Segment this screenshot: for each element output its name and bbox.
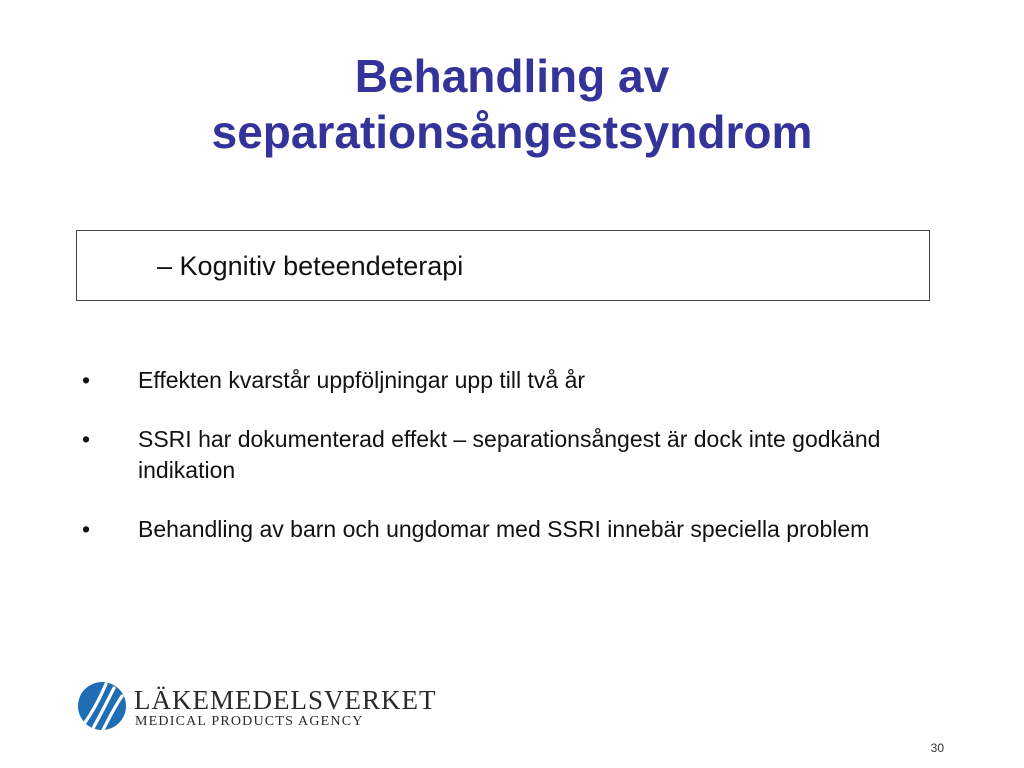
bullet-marker: • (82, 516, 91, 542)
title-line-1: Behandling av (354, 50, 670, 102)
page-number: 30 (930, 741, 944, 755)
sub-item-text: Kognitiv beteendeterapi (179, 251, 464, 281)
slide-title (0, 48, 1024, 160)
agency-logo (76, 680, 436, 734)
bullet-item (76, 424, 956, 486)
logo-name: LÄKEMEDELSVERKET (134, 685, 437, 715)
title-line-2: separationsångestsyndrom (211, 106, 813, 158)
lakemedelsverket-logo-icon (76, 680, 128, 732)
highlight-box (76, 230, 930, 301)
bullet-item (76, 365, 956, 396)
bullet-marker: • (82, 367, 91, 393)
bullet-text: Behandling av barn och ungdomar med SSRI innebär speciella problem (138, 516, 870, 542)
logo-subtitle: MEDICAL PRODUCTS AGENCY (135, 714, 364, 729)
bullet-item (76, 514, 956, 545)
bullet-text: SSRI har dokumenterad effekt – separationsångest är dock inte godkänd indikation (138, 426, 881, 483)
bullet-text: Effekten kvarstår uppföljningar upp till två år (138, 367, 586, 393)
sub-item (157, 251, 463, 282)
sub-item-dash: – (157, 251, 173, 281)
bullet-marker: • (82, 426, 91, 452)
bullet-list (76, 365, 956, 573)
